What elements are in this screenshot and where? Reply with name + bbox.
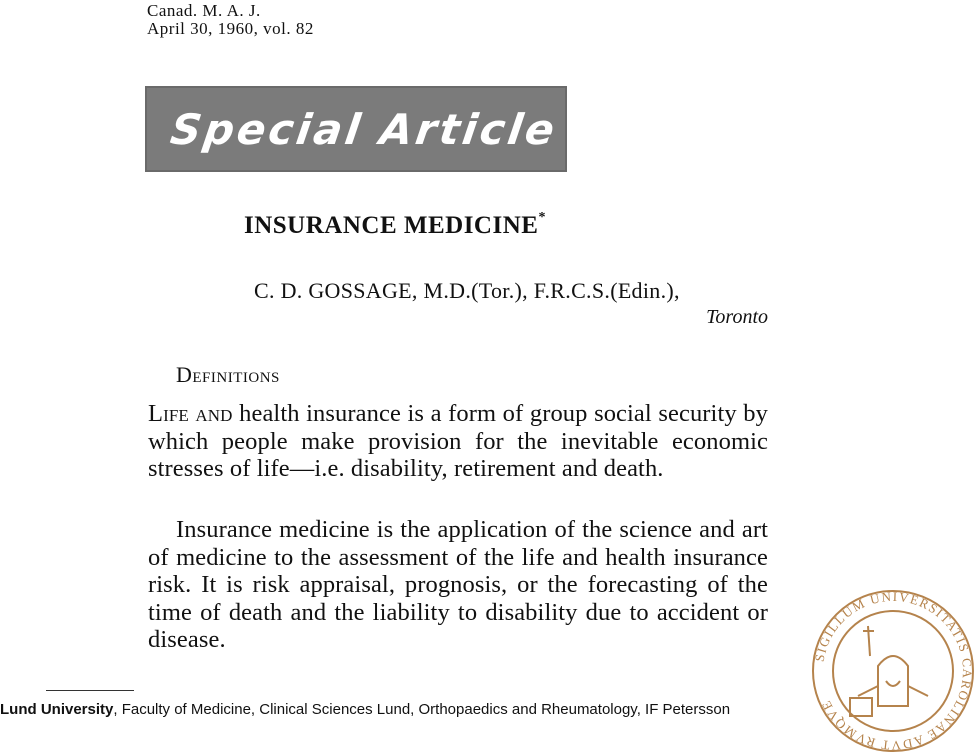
article-author: C. D. GOSSAGE, M.D.(Tor.), F.R.C.S.(Edin.), [254, 278, 680, 303]
footer-divider [46, 690, 134, 691]
paragraph-1-body: health insurance is a form of group social security by which people make provision for the inevitable economic stresses of life—i.e. disability, retirement and death. [148, 400, 768, 482]
paragraph-2: Insurance medicine is the application of the science and art of medicine to the assessment of the life and health insurance risk. It is risk appraisal, prognosis, or the forecasting of the time of death and the liability to disability due to accident or disease. [148, 516, 768, 653]
footnote-marker: * [538, 210, 546, 225]
paragraph-1-lead: Life and [148, 400, 233, 427]
article-title-text: INSURANCE MEDICINE [244, 212, 539, 239]
journal-citation [147, 2, 314, 38]
footer-details: , Faculty of Medicine, Clinical Sciences Lund, Orthopaedics and Rheumatology, IF Petersson [113, 701, 731, 718]
special-article-banner [145, 86, 567, 172]
article-title [244, 212, 546, 240]
footer [0, 701, 730, 718]
footer-university: Lund University [0, 701, 114, 718]
section-heading: Definitions [176, 362, 280, 387]
citation-issue: April 30, 1960, vol. 82 [147, 19, 314, 38]
paragraph-1 [148, 400, 768, 483]
banner-label: Special Article [167, 104, 561, 154]
citation-journal: Canad. M. A. J. [147, 1, 261, 20]
seal-legend: SIGILLUM UNIVERSITATIS CAROLINAE ADVT RVMQVE [811, 588, 976, 754]
author-location: Toronto [706, 306, 768, 328]
lund-university-seal-icon [808, 586, 978, 756]
